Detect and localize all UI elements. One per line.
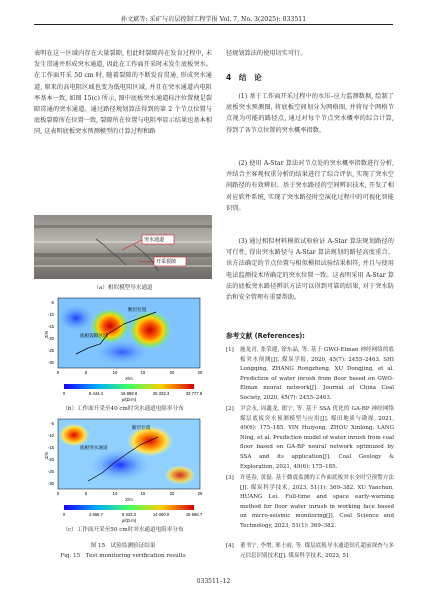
cbar-tick: 25 333.3 [152, 391, 170, 396]
section-title: 4 结 论 [226, 73, 262, 82]
resistivity-map-50cm [40, 415, 210, 523]
floor-water-channel-label: 底板突水通道 [80, 445, 108, 450]
reference-text: 施龙青, 张荣遵, 徐东晶, 等. 基于 GWO-Elman 神经网络的底板突水预测[J]. 煤炭学报, 2020, 45(7): 2455–2463. SHI Longqing, ZHANG Rongzheng, XU Dongjing, et al. Prediction of water inrush from floor based on GWO-Elman neural network[J]. Journal of China Coal Society, 2020, 45(7): 2455–2463. [240, 347, 394, 401]
x-tick: 10 [112, 491, 118, 496]
y-tick: -30 [47, 360, 54, 365]
reference-number: [2] [226, 406, 234, 412]
map-c-ylabel: Z/m [44, 451, 49, 459]
conclusion-1: (1) 基于工作面开采过程中的水压–应力监测数据, 绘制了底板突水预测图, 将底板空间划分为网格图, 并将每个网格节点视为可能的路径点, 通过对每个节点突水概率的综合计算, 得到了各节点位置的突水概率指数。 [226, 93, 394, 134]
cbar-tick: 14 000.0 [152, 512, 170, 517]
reference-number: [1] [226, 347, 234, 353]
x-tick: 10 [112, 370, 118, 375]
panel-b-caption: （b）工作面开采至40 cm时突水通道电阻率分布 [62, 406, 184, 412]
cbar-tick: 33 777.8 [185, 391, 203, 396]
label-mining-crack: 开采裂隙 [156, 259, 177, 265]
panel-a-caption: （a）相似模型导水通道 [93, 285, 153, 291]
y-tick: -10 [47, 433, 54, 438]
cbar-tick: 0 [62, 512, 66, 517]
similar-model-photo [34, 215, 212, 279]
x-tick: 5 [84, 491, 88, 496]
y-tick: -10 [47, 312, 54, 317]
x-tick: 0 [56, 491, 60, 496]
references-title: 参考文献 (References): [226, 332, 305, 340]
header-rule [34, 24, 393, 25]
cbar-tick: 16 888.9 [120, 391, 138, 396]
label-water-channel: 突水通道 [144, 237, 165, 243]
figure-caption-cn: 图 15 试验监测验证结果 [90, 543, 156, 549]
reference-text: 尹会永, 周鑫龙, 郎宁, 等. 基于 SSA 优化的 GA-BP 神经网络煤层底板突水预测模型与应用[J]. 煤田地质与勘探, 2021, 49(6): 175–185. YIN Huiyong, ZHOU Xinlong, LANG Ning, et al. Prediction model of water inrush from coal floor based on GA-BP neural network optimized by SSA and its application[J]. Coal Geology & Exploration, 2021, 49(6): 175–185. [240, 406, 394, 470]
fault-position-label: 断层位置 [132, 425, 151, 430]
cbar-label: ρ/(Ω·m) [121, 518, 137, 523]
cbar-tick: 9 333.3 [122, 512, 136, 517]
map-c-xlabel: X/m [125, 497, 133, 502]
reference-item [226, 542, 394, 561]
reference-item [226, 474, 394, 532]
x-tick: 20 [169, 370, 175, 375]
left-paragraph: 表明在这一区域内存在大量裂隙, 但此时裂隙尚在发育过程中, 未发生贯通并形成突水通道, 因此在工作面开采时未发生底板突水。在工作面开采 50 cm 时, 随着裂隙的不断发育贯通, 形成突水通道, 原来的高电阻区域也变为低电阻区域, 并且在突水通道内电阻率基本一致, 如图 15(c) 所示, 图中底板突水通道标注位置便是裂隙贯通的突水通道。通过路径规划算法得到的第 2 个节点位置与底板裂隙所在位置一致, 裂隙所在位置与电阻率显示结果也基本相同, 这表明底板突水预测模型的计算过程和路 [34, 50, 212, 136]
running-head: 孙文斌等: 采矿与岩层控制工程学报 Vol. 7, No. 3(2025): 033511 [120, 16, 307, 23]
x-tick: 25 [197, 370, 203, 375]
cbar-tick: 0 [62, 391, 66, 396]
y-tick: -20 [47, 457, 54, 462]
y-tick: -20 [47, 336, 54, 341]
y-tick: -25 [47, 348, 54, 353]
reference-item [226, 346, 394, 404]
reference-text: 董书宁, 李增, 邢士雨, 等. 煤层底板导水通道钻孔超前探查与多元信息识别技术[J]. 煤炭科学技术, 2023, 51 [240, 543, 394, 559]
reference-number: [4] [226, 543, 234, 549]
resistivity-map-40cm [40, 294, 210, 402]
figure-caption-en: Fig. 15 Test monitoring verification results [60, 553, 186, 559]
conclusion-2: (2) 使用 A-Star 算法对节点处的突水概率指数进行分析, 并结合主客观权重分析的结果进行了综合评估, 实现了突水空间路径的有效辨识。基于突水路径的空间辨识技术, 开发了相对应软件系统, 实现了突水路径时空演化过程中的可视化智能识别。 [226, 160, 394, 212]
conclusion-3: (3) 通过相似材料模拟试验验证 A-Star 算法规划路径的可行性, 得出突水路径与 A-Star 算法规划的路径高度重合。该方法确定的节点位置与相似模拟试验结果相符, 并且与使用电法监测技术所确定的突水位置一致。这表明采用 A-Star 算法的底板突水路径辨识方法可以得到可靠的结果, 对于突水防治和安全管理有重要帮助。 [226, 238, 394, 302]
y-tick: -15 [47, 324, 54, 329]
y-tick: -5 [50, 300, 54, 305]
floor-crack-label: 底板裂隙区域 [80, 333, 108, 338]
reference-text: 许延春, 黄磊. 基于微震监测的工作面底板突水全时空预警方法[J]. 煤炭科学技术, 2023, 51(1): 369–382. XU Yanchun, HUANG Lei. Full-time and space early-warning method for floor water inrush in working face based on micro-seismic monitoring[J]. Coal Science and Technology, 2023, 51(1): 369–382. [240, 475, 394, 529]
map-b-ylabel: Z/m [44, 330, 49, 338]
page-number: 033511–12 [196, 578, 231, 585]
cbar-tick: 18 666.7 [185, 512, 203, 517]
fault-position-label: 断层位置 [128, 307, 147, 312]
cbar-tick: 8 444.4 [89, 391, 103, 396]
x-tick: 20 [169, 491, 175, 496]
map-b-xlabel: X/m [125, 376, 133, 381]
reference-number: [3] [226, 475, 234, 481]
y-tick: -30 [47, 481, 54, 486]
cbar-tick: 4 666.7 [89, 512, 103, 517]
y-tick: -25 [47, 469, 54, 474]
x-tick: 0 [56, 370, 60, 375]
x-tick: 5 [84, 370, 88, 375]
right-continuation-line: 径规划算法的使用切实可行。 [226, 50, 307, 57]
y-tick: -15 [47, 445, 54, 450]
x-tick: 25 [197, 491, 203, 496]
cbar-label: ρ/(Ω·m) [121, 397, 137, 402]
reference-item [226, 405, 394, 472]
y-tick: -5 [50, 421, 54, 426]
x-tick: 15 [140, 491, 146, 496]
x-tick: 15 [140, 370, 146, 375]
panel-c-caption: （c）工作面开采至50 cm时突水通道电阻率分布 [62, 527, 184, 533]
